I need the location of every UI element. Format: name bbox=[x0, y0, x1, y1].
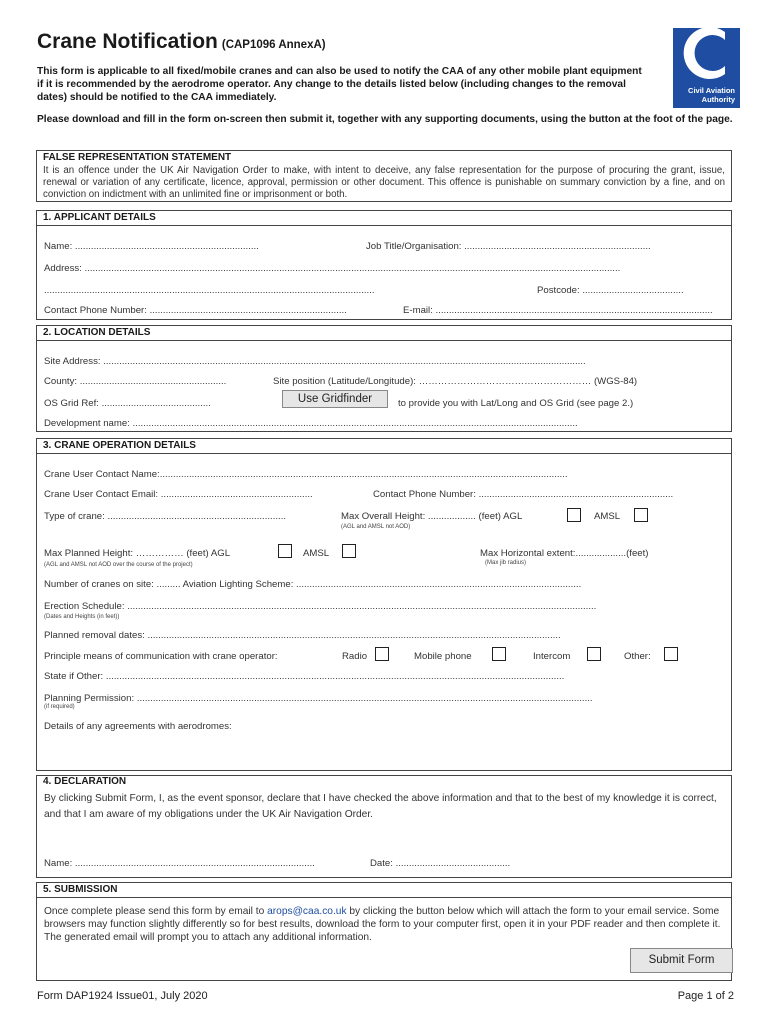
caa-logo bbox=[673, 28, 740, 108]
intercom-checkbox[interactable] bbox=[587, 647, 601, 661]
gridfinder-note: to provide you with Lat/Long and OS Grid (see page 2.) bbox=[398, 398, 634, 409]
erection-schedule-field[interactable]: Erection Schedule: ................................................................................................................................................................................ bbox=[44, 601, 597, 612]
number-cranes-field[interactable]: Number of cranes on site: ......... Aviation Lighting Scheme: ........................................................................................................... bbox=[44, 579, 582, 590]
logo-line-2: Authority bbox=[701, 95, 735, 104]
page-title bbox=[37, 30, 326, 54]
logo-text bbox=[688, 86, 735, 104]
crane-operation-section bbox=[36, 438, 732, 771]
planning-permission-field[interactable]: Planning Permission: ........................................................................................................................................................................... bbox=[44, 693, 593, 704]
planned-amsl-checkbox[interactable] bbox=[342, 544, 356, 558]
applicant-heading: 1. APPLICANT DETAILS bbox=[37, 211, 731, 226]
email-link[interactable]: arops@caa.co.uk bbox=[267, 906, 347, 917]
location-section bbox=[36, 325, 732, 432]
postcode-field[interactable]: Postcode: ...................................... bbox=[537, 285, 684, 296]
erection-schedule-note: (Dates and Heights (in feet)) bbox=[44, 614, 120, 620]
mobile-phone-checkbox[interactable] bbox=[492, 647, 506, 661]
removal-dates-field[interactable]: Planned removal dates: ........................................................................................................................................................... bbox=[44, 630, 561, 641]
false-representation-text: It is an offence under the UK Air Navigation Order to make, with intent to deceive, any false representation for the purpose of procuring the grant, issue, renewal or variation of any certificate, licence, approval, permission or other document. This offence is punishable on summary conviction by a fine, and on conviction on indictment with an unlimited fine or imprisonment or both. bbox=[43, 165, 725, 200]
declaration-text: By clicking Submit Form, I, as the event sponsor, declare that I have checked the above information and that to the best of my knowledge it is correct, and that I am aware of my obligations under the UK Air Navigation Order. bbox=[44, 793, 717, 820]
crane-user-email-field[interactable]: Crane User Contact Email: ......................................................... bbox=[44, 489, 313, 500]
overall-agl-checkbox[interactable] bbox=[567, 508, 581, 522]
form-title: Crane Notification bbox=[37, 30, 218, 53]
communication-label: Principle means of communication with crane operator: bbox=[44, 651, 278, 662]
agreements-label: Details of any agreements with aerodromes: bbox=[44, 721, 232, 732]
os-grid-field[interactable]: OS Grid Ref: ......................................... bbox=[44, 398, 211, 409]
page-number: Page 1 of 2 bbox=[677, 990, 734, 1002]
email-field[interactable]: E-mail: ........................................................................................................ bbox=[403, 305, 713, 316]
mobile-phone-label: Mobile phone bbox=[414, 651, 472, 662]
false-representation-heading: FALSE REPRESENTATION STATEMENT bbox=[43, 152, 232, 163]
declaration-section bbox=[36, 775, 732, 878]
false-representation-section bbox=[36, 150, 732, 202]
submission-text-end: by clicking the button below which will attach the form to your email service. Some browsers may function slightly differently so for best results, download the form to your computer first, open it in your PDF reader and then complete it. The generated email will prompt you to attach any additional information. bbox=[44, 906, 721, 943]
form-subtitle: (CAP1096 AnnexA) bbox=[221, 39, 326, 51]
submission-section bbox=[36, 882, 732, 981]
site-address-field[interactable]: Site Address: ..................................................................................................................................................................................... bbox=[44, 356, 586, 367]
intro-text: This form is applicable to all fixed/mobile cranes and can also be used to notify the CAA of any other mobile plant equipment if it is recommended by the aerodrome operator. Any change to the details listed below (including changes to the removal dates) should be notified to the CAA immediately. bbox=[37, 66, 642, 103]
other-label: Other: bbox=[624, 651, 651, 662]
county-field[interactable]: County: ....................................................... bbox=[44, 376, 227, 387]
declaration-heading: 4. DECLARATION bbox=[43, 776, 127, 787]
state-if-other-field[interactable]: State if Other: ............................................................................................................................................................................ bbox=[44, 671, 565, 682]
applicant-section bbox=[36, 210, 732, 320]
declaration-name-field[interactable]: Name: .......................................................................................... bbox=[44, 858, 315, 869]
instruction-text: Please download and fill in the form on-screen then submit it, together with any supporting documents, using the button at the foot of the page. bbox=[37, 114, 733, 125]
radio-label: Radio bbox=[342, 651, 368, 662]
max-planned-height-field[interactable]: Max Planned Height: …………… (feet) AGL bbox=[44, 548, 231, 559]
overall-amsl-label: AMSL bbox=[594, 511, 621, 522]
crane-type-field[interactable]: Type of crane: ................................................................... bbox=[44, 511, 287, 522]
submit-form-button[interactable]: Submit Form bbox=[630, 948, 733, 973]
agreements-textarea[interactable] bbox=[44, 735, 724, 767]
location-heading: 2. LOCATION DETAILS bbox=[37, 326, 731, 341]
submission-text bbox=[44, 905, 724, 944]
job-title-field[interactable]: Job Title/Organisation: ...................................................................... bbox=[366, 241, 651, 252]
planning-note: (if required) bbox=[44, 704, 75, 710]
address-line-2-field[interactable]: ............................................................................................................................ bbox=[44, 285, 375, 296]
use-gridfinder-button[interactable]: Use Gridfinder bbox=[282, 390, 388, 408]
max-overall-height-field[interactable]: Max Overall Height: .................. (feet) AGL bbox=[341, 511, 523, 522]
declaration-date-field[interactable]: Date: ........................................... bbox=[370, 858, 511, 869]
contact-phone-field[interactable]: Contact Phone Number: .......................................................................... bbox=[44, 305, 347, 316]
planned-agl-note: (AGL and AMSL not AOD over the course of the project) bbox=[44, 562, 193, 568]
intercom-label: Intercom bbox=[533, 651, 571, 662]
crane-user-name-field[interactable]: Crane User Contact Name:......................................................................................................................................................... bbox=[44, 469, 568, 480]
crane-operation-heading: 3. CRANE OPERATION DETAILS bbox=[37, 439, 731, 454]
radio-checkbox[interactable] bbox=[375, 647, 389, 661]
name-field[interactable]: Name: ..................................................................... bbox=[44, 241, 259, 252]
logo-line-1: Civil Aviation bbox=[688, 86, 735, 95]
submission-heading: 5. SUBMISSION bbox=[37, 883, 731, 898]
overall-amsl-checkbox[interactable] bbox=[634, 508, 648, 522]
overall-agl-note: (AGL and AMSL not AOD) bbox=[341, 524, 411, 530]
form-id: Form DAP1924 Issue01, July 2020 bbox=[37, 990, 208, 1002]
development-name-field[interactable]: Development name: ....................................................................................................................................................................... bbox=[44, 418, 578, 429]
jib-radius-note: (Max jib radius) bbox=[485, 560, 527, 566]
submission-text-start: Once complete please send this form by email to bbox=[44, 906, 268, 917]
planned-agl-checkbox[interactable] bbox=[278, 544, 292, 558]
other-checkbox[interactable] bbox=[664, 647, 678, 661]
max-horizontal-extent-field[interactable]: Max Horizontal extent:...................(feet) bbox=[480, 548, 649, 559]
planned-amsl-label: AMSL bbox=[303, 548, 330, 559]
site-position-field[interactable]: Site position (Latitude/Longitude): ……………………………………………… (WGS-84) bbox=[273, 376, 638, 387]
crane-contact-phone-field[interactable]: Contact Phone Number: ......................................................................... bbox=[373, 489, 674, 500]
address-field[interactable]: Address: ......................................................................................................................................................................................................... bbox=[44, 263, 621, 274]
